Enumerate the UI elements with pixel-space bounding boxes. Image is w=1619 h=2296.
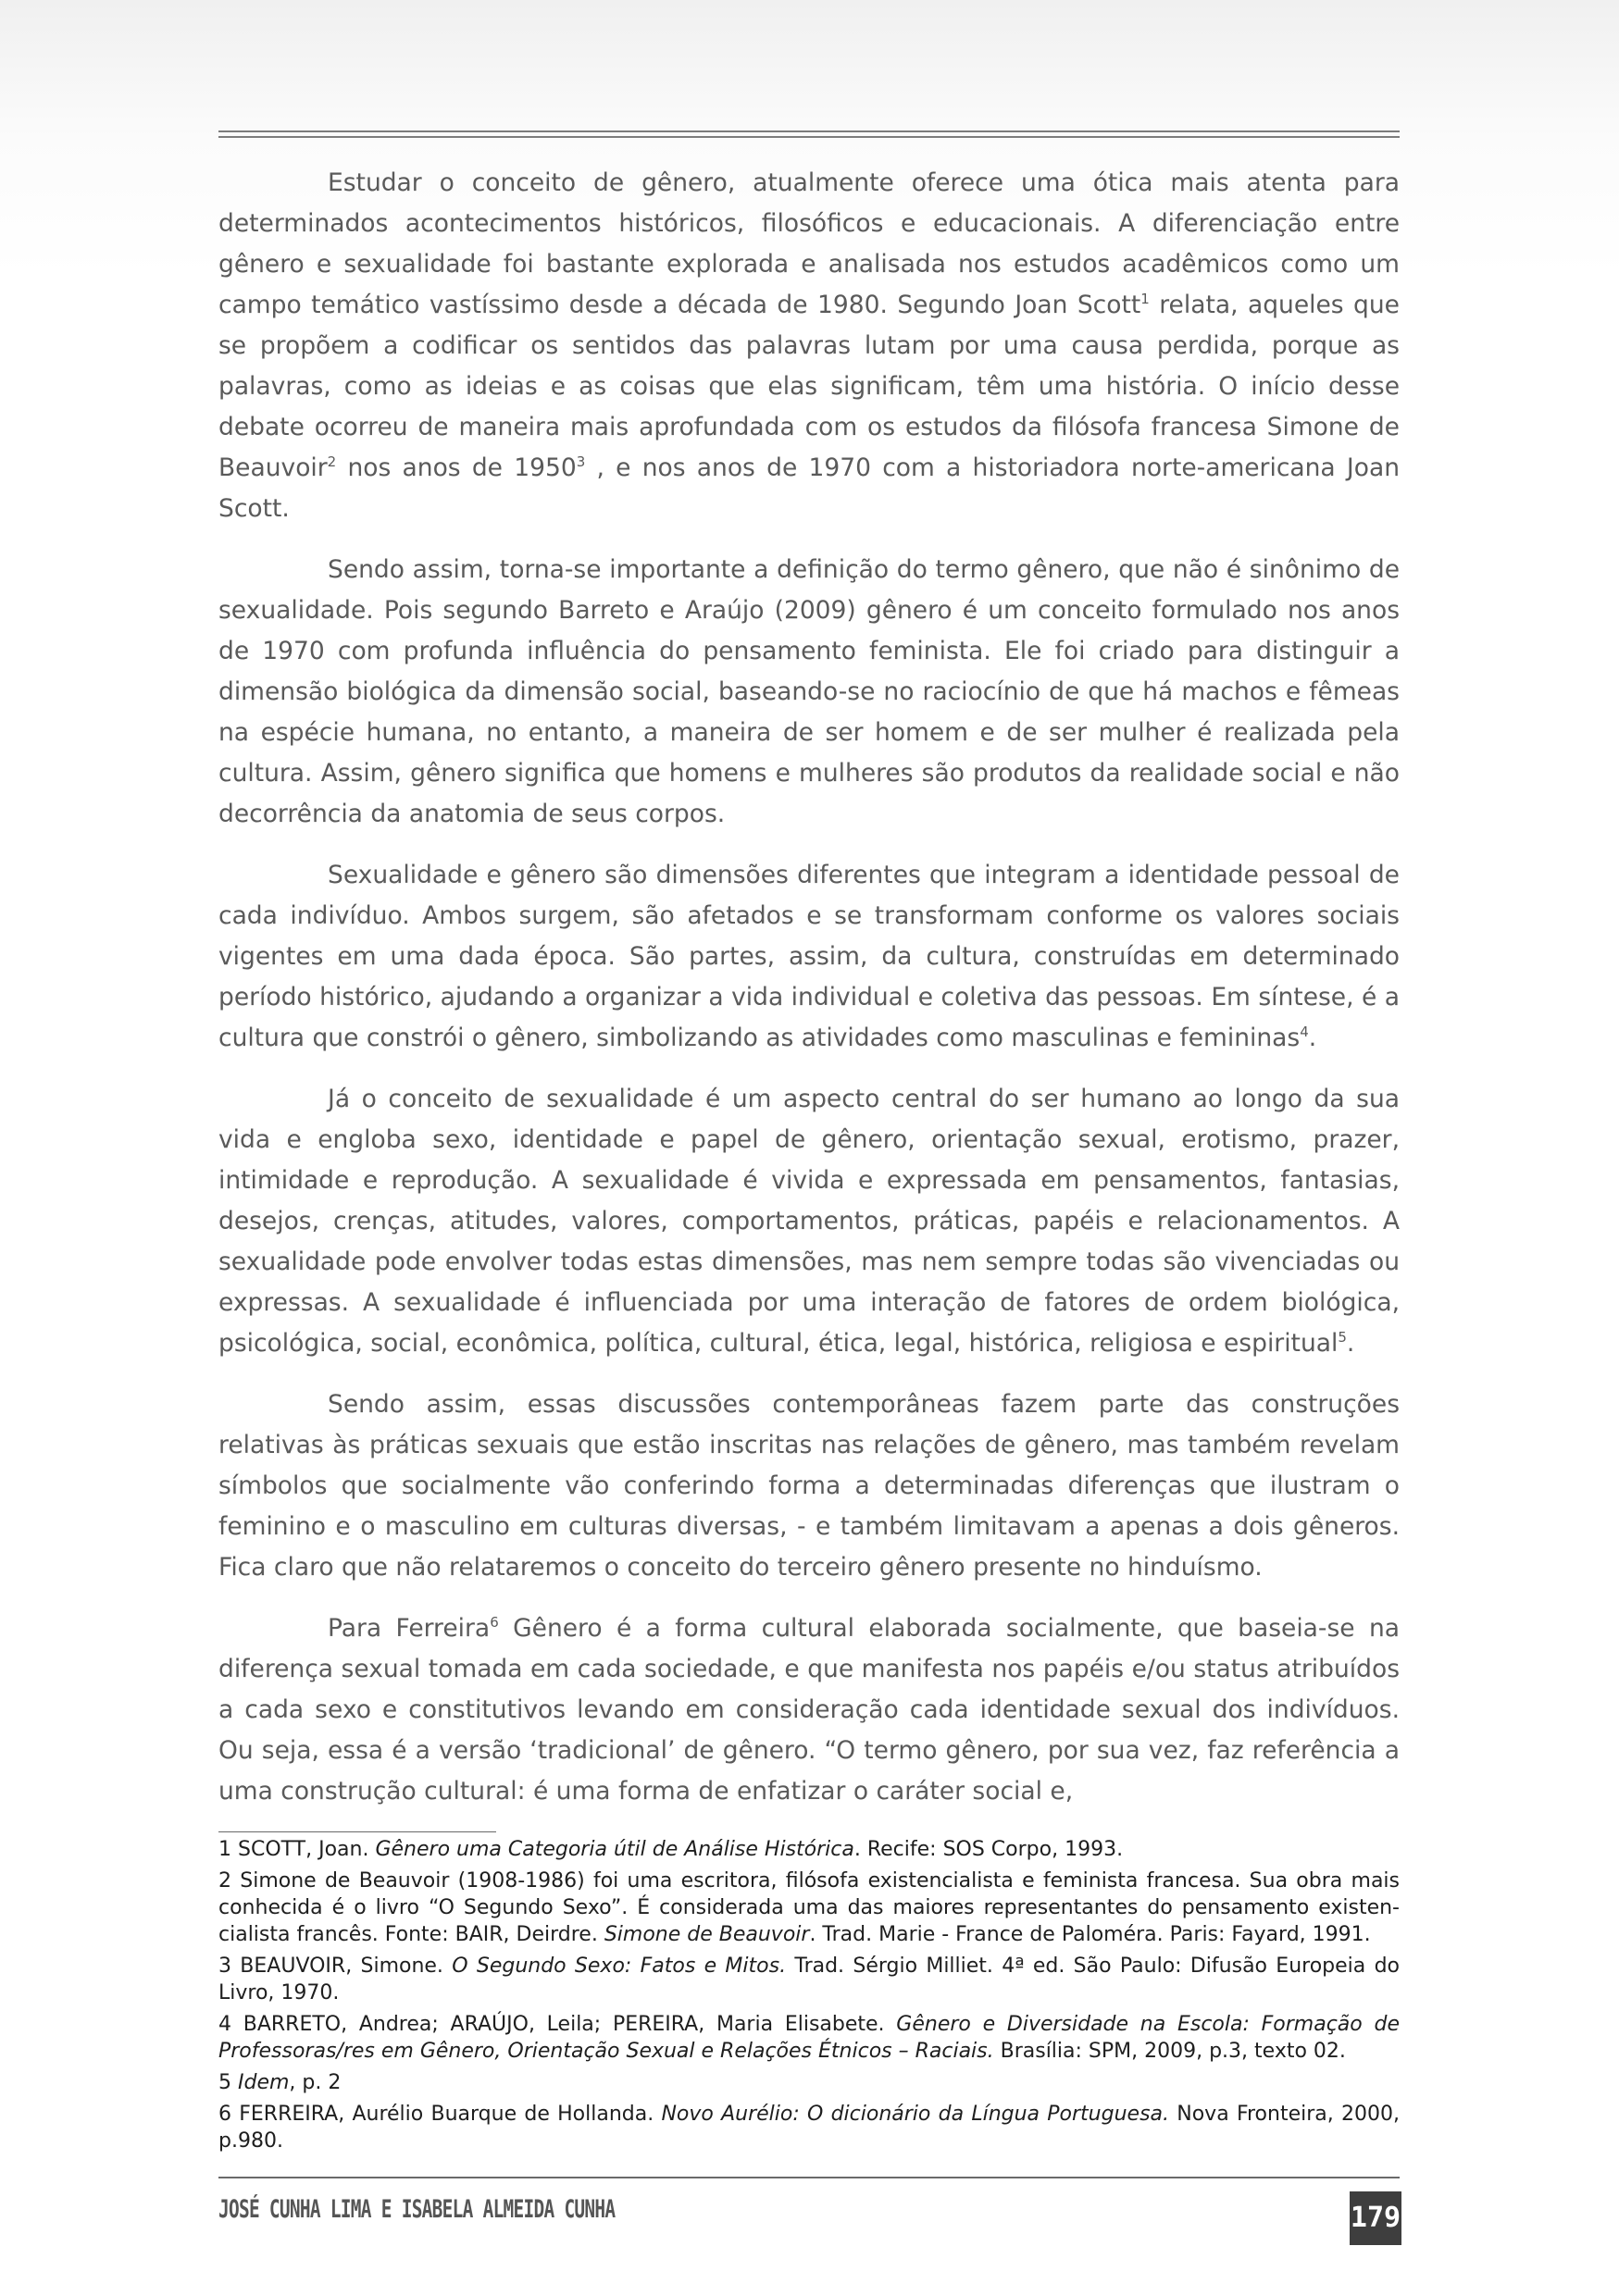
main-text [218, 163, 1400, 1832]
paragraph-1-part-c: nos anos de 1950 [336, 453, 577, 482]
page-number: 179 [1350, 2191, 1401, 2245]
paragraph-5: Sendo assim, essas discussões contemporâneas fazem parte das construções relativas às práticas sexuais que estão inscritas nas relações de gênero, mas também revelam símbolos que socialmente vão conferindo forma a determinadas diferenças que ilustram o feminino e o masculino em culturas diversas, - e também limitavam a apenas a dois gêneros. Fica claro que não relataremos o conceito do terceiro gênero presente no hinduísmo. [218, 1390, 1400, 1582]
footnote-6-text: 6 FERREIRA, Aurélio Buarque de Hollanda. [218, 2103, 662, 2126]
paragraph-6-part-b: Gênero é a forma cultural elaborada socialmente, que baseia-se na diferença sexual tomada em cada sociedade, e que manifesta nos papéis e/ou status atribuídos a cada sexo e constitutivos levando em consideração cada identidade sexual dos indivíduos. Ou seja, essa é a versão ‘tradicional’ de gênero. “O termo gênero, por sua vez, faz referência a uma construção cultural: é uma forma de enfatizar o caráter social e, [218, 1614, 1401, 1806]
footnote-6-title: Novo Aurélio: O dicionário da Língua Portuguesa. [661, 2103, 1170, 2126]
book-page [218, 0, 1400, 2296]
footnote-4-title: Gênero e Diversidade na Escola: Formação de Professoras/res em Gênero, Orientação Sexual e Relações Étnicos – Raciais. [218, 2013, 1400, 2063]
footnote-1 [218, 1836, 1400, 1863]
header-double-rule [218, 130, 1400, 138]
footnote-ref-5[interactable]: 5 [1338, 1329, 1347, 1347]
footnote-3-text: 3 BEAUVOIR, Simone. [218, 1955, 453, 1978]
paragraph-3-part-a: Sexualidade e gênero são dimensões diferentes que integram a identidade pessoal de cada indivíduo. Ambos surgem, são afetados e se transformam conforme os valores sociais vigentes em uma dada época. São partes, assim, da cultura, construídas em determinado período histórico, ajudando a organizar a vida individual e coletiva das pessoas. Em síntese, é a cultura que constrói o gênero, simbolizando as atividades como masculinas e femininas [218, 861, 1400, 1052]
footnote-ref-1[interactable]: 1 [1140, 291, 1150, 308]
footnote-3 [218, 1953, 1400, 2006]
footnote-2-text: 2 Simone de Beauvoir (1908-1986) foi uma escritora, filósofa existencialista e feminista francesa. Sua obra mais conhecida é o livro “O Segundo Sexo”. É considerada uma das maiores representantes do pensamento existen-cialista francês. Fonte: BAIR, Deirdre. [218, 1869, 1400, 1946]
footnote-separator [218, 1831, 496, 1832]
footnote-4-text: 4 BARRETO, Andrea; ARAÚJO, Leila; PEREIRA, Maria Elisabete. [218, 2013, 897, 2036]
paragraph-6 [218, 1608, 1400, 1812]
paragraph-4 [218, 1079, 1400, 1364]
paragraph-6-part-a: Para Ferreira [328, 1614, 491, 1643]
paragraph-3-part-b: . [1308, 1024, 1317, 1052]
footnote-1-title: Gênero uma Categoria útil de Análise Histórica [375, 1838, 854, 1861]
paragraph-1-part-a: Estudar o conceito de gênero, atualmente oferece uma ótica mais atenta para determinados acontecimentos históricos, filosóficos e educacionais. A diferenciação entre gênero e sexualidade foi bastante explorada e analisada nos estudos acadêmicos como um campo temático vastíssimo desde a década de 1980. Segundo Joan Scott [218, 168, 1400, 319]
footnote-2 [218, 1868, 1400, 1948]
footnote-1-text: 1 SCOTT, Joan. [218, 1838, 376, 1861]
footnote-6 [218, 2101, 1400, 2154]
footnote-1-source: . Recife: SOS Corpo, 1993. [853, 1838, 1124, 1861]
footnote-ref-4[interactable]: 4 [1300, 1024, 1309, 1041]
paragraph-4-part-a: Já o conceito de sexualidade é um aspecto central do ser humano ao longo da sua vida e engloba sexo, identidade e papel de gênero, orientação sexual, erotismo, prazer, intimidade e reprodução. A sexualidade é vivida e expressada em pensamentos, fantasias, desejos, crenças, atitudes, valores, comportamentos, práticas, papéis e relacionamentos. A sexualidade pode envolver todas estas dimensões, mas nem sempre todas são vivenciadas ou expressas. A sexualidade é influenciada por uma interação de fatores de ordem biológica, psicológica, social, econômica, política, cultural, ética, legal, histórica, religiosa e espiritual [218, 1085, 1400, 1358]
paragraph-1 [218, 163, 1400, 529]
footnote-6-source: Nova Fronteira, 2000, p.980. [218, 2103, 1400, 2153]
footnote-3-source: Trad. Sérgio Milliet. 4ª ed. São Paulo: Difusão Europeia do Livro, 1970. [218, 1955, 1400, 2004]
footnote-2-title: Simone de Beauvoir [604, 1923, 810, 1946]
footnote-5-source: , p. 2 [289, 2071, 342, 2094]
footnote-2-source: . Trad. Marie - France de Paloméra. Paris: Fayard, 1991. [809, 1923, 1371, 1946]
footnotes [218, 1836, 1400, 2159]
paragraph-3 [218, 855, 1400, 1059]
footnote-ref-2[interactable]: 2 [327, 453, 337, 471]
footnote-5-title: Idem [238, 2071, 290, 2094]
footer-rule [218, 2177, 1400, 2178]
footnote-5 [218, 2069, 1400, 2096]
paragraph-2: Sendo assim, torna-se importante a definição do termo gênero, que não é sinônimo de sexualidade. Pois segundo Barreto e Araújo (2009) gênero é um conceito formulado nos anos de 1970 com profunda influência do pensamento feminista. Ele foi criado para distinguir a dimensão biológica da dimensão social, baseando-se no raciocínio de que há machos e fêmeas na espécie humana, no entanto, a maneira de ser homem e de ser mulher é realizada pela cultura. Assim, gênero significa que homens e mulheres são produtos da realidade social e não decorrência da anatomia de seus corpos. [218, 555, 1400, 828]
footnote-ref-6[interactable]: 6 [490, 1614, 499, 1632]
paragraph-4-part-b: . [1346, 1329, 1355, 1358]
paragraph-1-part-b: relata, aqueles que se propõem a codificar os sentidos das palavras lutam por uma causa perdida, porque as palavras, como as ideias e as coisas que elas significam, têm uma história. O início desse debate ocorreu de maneira mais aprofundada com os estudos da filósofa francesa Simone de Beauvoir [218, 291, 1400, 482]
footnote-5-text: 5 [218, 2071, 238, 2094]
running-footer-authors: JOSÉ CUNHA LIMA E ISABELA ALMEIDA CUNHA [218, 2195, 616, 2224]
paragraph-1-part-d: , e nos anos de 1970 com a historiadora norte-americana Joan Scott. [218, 453, 1400, 523]
footnote-3-title: O Segundo Sexo: Fatos e Mitos. [452, 1955, 787, 1978]
footnote-4-source: Brasília: SPM, 2009, p.3, texto 02. [993, 2040, 1346, 2063]
footnote-ref-3[interactable]: 3 [576, 453, 586, 471]
footnote-4 [218, 2011, 1400, 2065]
